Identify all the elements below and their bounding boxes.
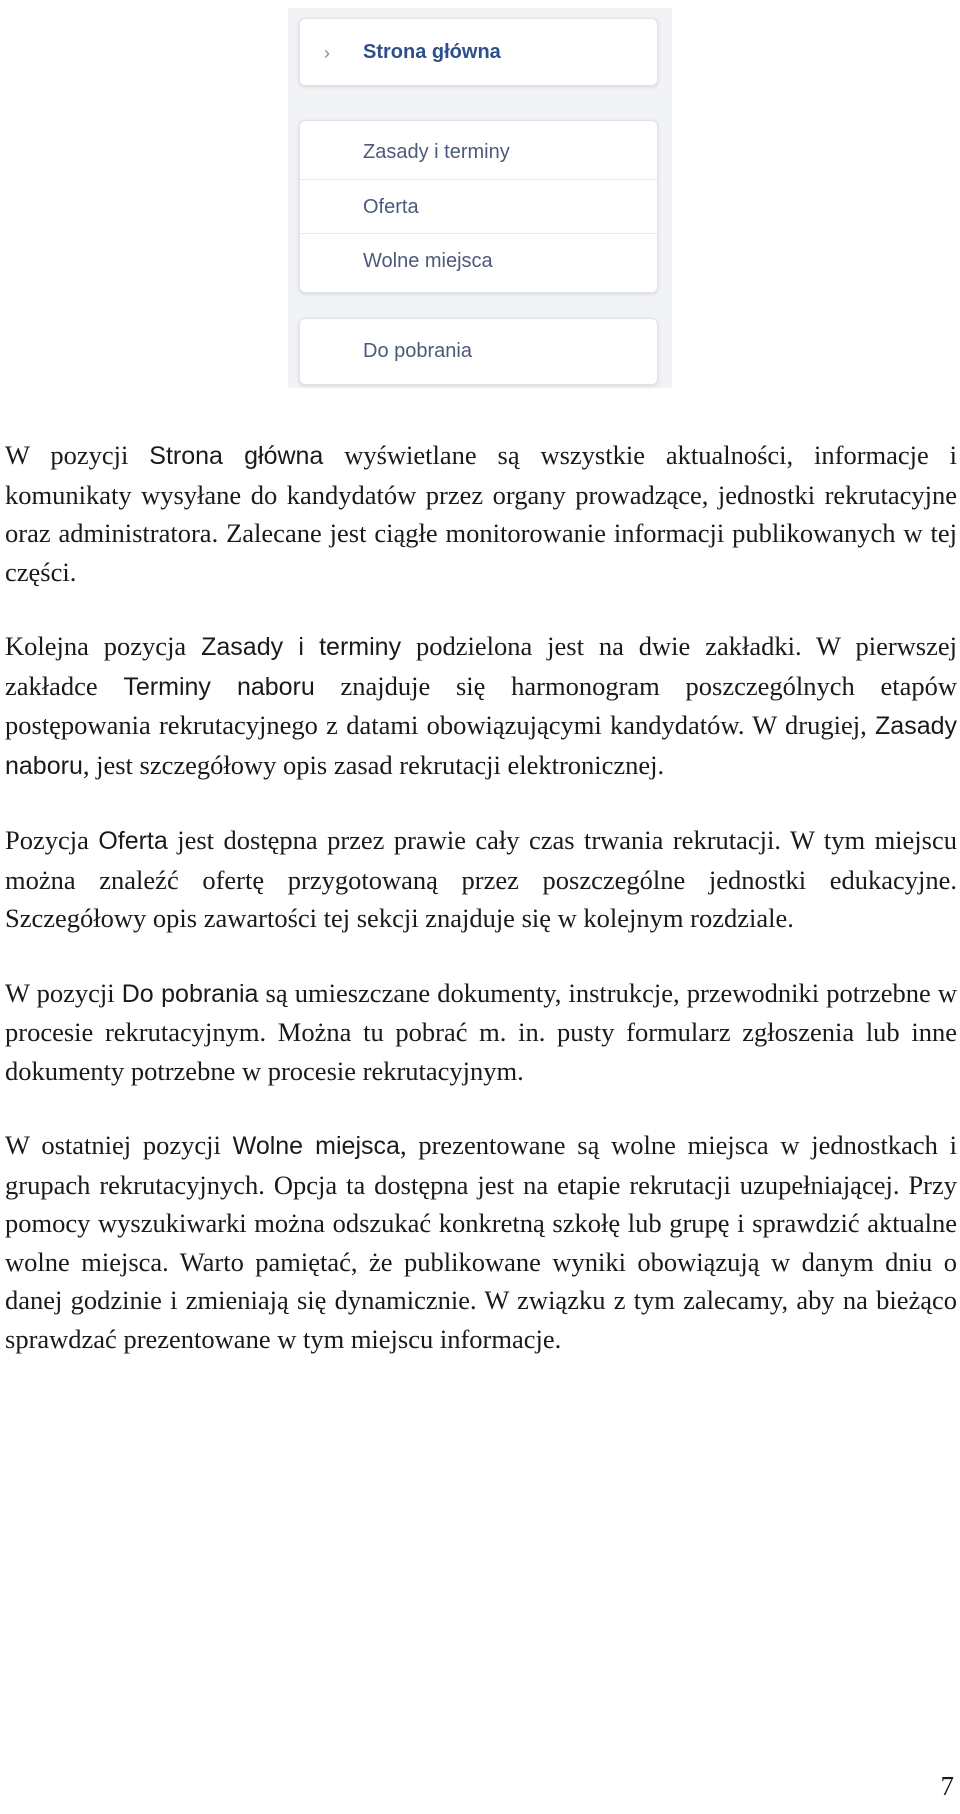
paragraph-offer	[5, 821, 957, 938]
page-number: 7	[940, 1771, 954, 1801]
text-run: W ostatniej pozycji	[5, 1130, 233, 1160]
text-run: wyświetlane są wszystkie aktualności, informacje i komunikaty wysyłane do kandydatów przez organy prowadzące, jednostki rekrutacyjne oraz administratora. Zalecane jest ciągłe monitorowanie informacji publikowanych w tej części.	[5, 440, 958, 587]
text-run: W pozycji	[5, 440, 150, 470]
text-run: są umieszczane dokumenty, instrukcje, przewodniki potrzebne w procesie rekrutacyjnym. Można tu pobrać m. in. pusty formularz zgłoszenia lub inne dokumenty potrzebne w procesie rekrutacyjnym.	[5, 977, 957, 1086]
ui-term-offer: Oferta	[98, 827, 168, 855]
ui-term-recruitment-rules: Zasady naboru	[5, 712, 957, 780]
document-body	[5, 436, 957, 1394]
paragraph-rules	[5, 627, 957, 785]
ui-term-rules: Zasady i terminy	[201, 633, 402, 661]
navigation-menu-screenshot	[288, 8, 672, 388]
menu-group-home	[299, 18, 658, 86]
text-run: , prezentowane są wolne miejsca w jednostkach i grupach rekrutacyjnych. Opcja ta dostępna jest na etapie rekrutacji uzupełniającej. Przy pomocy wyszukiwarki można odszukać konkretną szkołę lub grupę i sprawdzić aktualne wolne miejsca. Warto pamiętać, że publikowane wyniki obowiązują w danym dniu o danej godzinie i zmieniają się dynamicznie. W związku z tym zalecamy, aby na bieżąco sprawdzać prezentowane w tym miejscu informacje.	[5, 1130, 958, 1354]
text-run: podzielona jest na dwie zakładki. W pierwszej zakładce	[5, 631, 958, 701]
paragraph-home	[5, 436, 957, 591]
ui-term-download: Do pobrania	[121, 979, 259, 1008]
text-run: znajduje się harmonogram poszczególnych etapów postępowania rekrutacyjnego z datami obowiązującymi kandydatów. W drugiej,	[5, 670, 957, 740]
text-run: , jest szczegółowy opis zasad rekrutacji elektronicznej.	[82, 749, 665, 780]
menu-divider	[300, 233, 657, 234]
paragraph-download	[5, 974, 957, 1091]
menu-divider	[300, 179, 657, 180]
menu-item-free-places-label: Wolne miejsca	[363, 250, 493, 272]
ui-term-schedule: Terminy naboru	[123, 672, 315, 701]
menu-item-rules-label: Zasady i terminy	[363, 141, 510, 163]
menu-group-download	[299, 318, 658, 385]
menu-item-offer-label: Oferta	[363, 196, 419, 218]
menu-group-main	[299, 120, 658, 293]
menu-item-home-label: Strona główna	[363, 41, 501, 63]
paragraph-free-places	[5, 1126, 957, 1358]
text-run: jest dostępna przez prawie cały czas trwania rekrutacji. W tym miejscu można znaleźć ofertę przygotowaną przez poszczególne jednostki edukacyjne. Szczegółowy opis zawartości tej sekcji znajduje się w kolejnym rozdziale.	[5, 825, 957, 933]
text-run: Pozycja	[5, 825, 99, 855]
chevron-right-icon: ›	[324, 43, 330, 63]
ui-term-home: Strona główna	[149, 442, 324, 470]
text-run: W pozycji	[5, 977, 122, 1008]
menu-item-download-label: Do pobrania	[363, 340, 472, 362]
text-run: Kolejna pozycja	[5, 631, 202, 661]
ui-term-free-places: Wolne miejsca	[232, 1132, 400, 1160]
